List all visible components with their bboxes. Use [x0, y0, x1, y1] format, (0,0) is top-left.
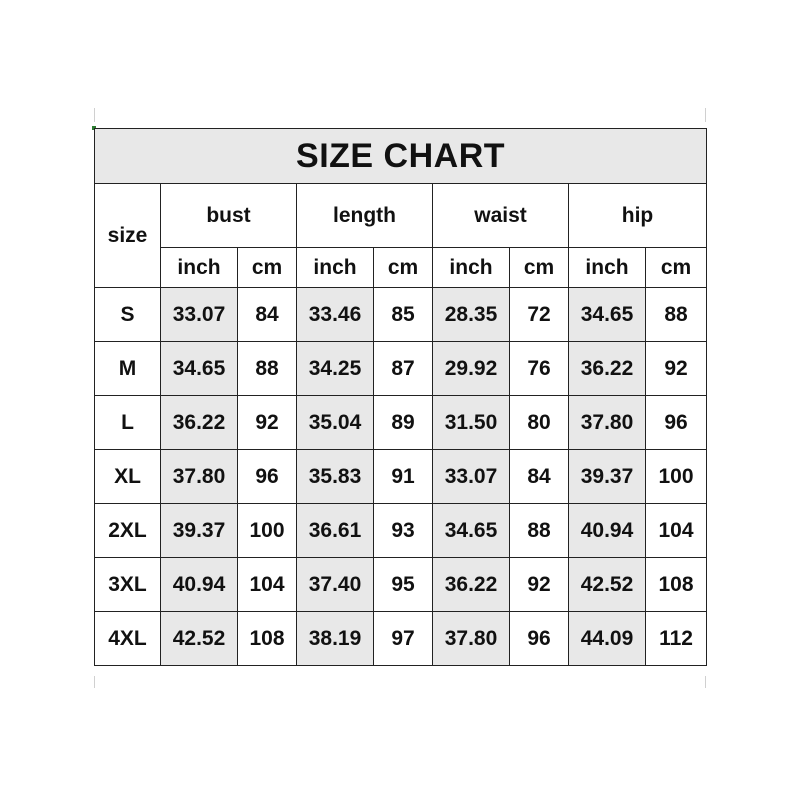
bust-cm-cell: 84 [238, 288, 297, 342]
waist-cm-cell: 84 [510, 450, 569, 504]
bust-inch-cell: 36.22 [161, 396, 238, 450]
table-row [95, 504, 707, 558]
waist-cm-cell: 76 [510, 342, 569, 396]
page-guide-bottom-left [94, 676, 95, 688]
header-length: length [297, 184, 433, 248]
waist-cm-cell: 92 [510, 558, 569, 612]
size-chart-container [94, 128, 706, 666]
bust-cm-cell: 92 [238, 396, 297, 450]
waist-inch-cell: 37.80 [433, 612, 510, 666]
size-label-cell: 2XL [95, 504, 161, 558]
hip-inch-cell: 37.80 [569, 396, 646, 450]
header-bust: bust [161, 184, 297, 248]
unit-inch-header: inch [433, 248, 510, 288]
length-inch-cell: 33.46 [297, 288, 374, 342]
length-cm-cell: 97 [374, 612, 433, 666]
page-guide-left [94, 108, 95, 122]
bust-inch-cell: 39.37 [161, 504, 238, 558]
length-inch-cell: 35.04 [297, 396, 374, 450]
table-row [95, 288, 707, 342]
hip-cm-cell: 112 [646, 612, 707, 666]
unit-inch-header: inch [161, 248, 238, 288]
length-inch-cell: 34.25 [297, 342, 374, 396]
waist-inch-cell: 36.22 [433, 558, 510, 612]
waist-cm-cell: 96 [510, 612, 569, 666]
bust-inch-cell: 40.94 [161, 558, 238, 612]
size-label-cell: 4XL [95, 612, 161, 666]
size-label-cell: XL [95, 450, 161, 504]
size-label-cell: L [95, 396, 161, 450]
length-inch-cell: 36.61 [297, 504, 374, 558]
table-row [95, 342, 707, 396]
length-cm-cell: 89 [374, 396, 433, 450]
waist-inch-cell: 33.07 [433, 450, 510, 504]
length-inch-cell: 37.40 [297, 558, 374, 612]
hip-cm-cell: 96 [646, 396, 707, 450]
unit-cm-header: cm [646, 248, 707, 288]
hip-cm-cell: 104 [646, 504, 707, 558]
page-guide-bottom-right [705, 676, 706, 688]
hip-cm-cell: 88 [646, 288, 707, 342]
hip-inch-cell: 42.52 [569, 558, 646, 612]
hip-cm-cell: 100 [646, 450, 707, 504]
hip-inch-cell: 34.65 [569, 288, 646, 342]
waist-inch-cell: 29.92 [433, 342, 510, 396]
length-inch-cell: 35.83 [297, 450, 374, 504]
header-hip: hip [569, 184, 707, 248]
bust-inch-cell: 42.52 [161, 612, 238, 666]
hip-inch-cell: 40.94 [569, 504, 646, 558]
waist-inch-cell: 31.50 [433, 396, 510, 450]
table-row [95, 450, 707, 504]
hip-inch-cell: 44.09 [569, 612, 646, 666]
unit-cm-header: cm [374, 248, 433, 288]
waist-inch-cell: 28.35 [433, 288, 510, 342]
waist-cm-cell: 72 [510, 288, 569, 342]
bust-cm-cell: 100 [238, 504, 297, 558]
bust-inch-cell: 33.07 [161, 288, 238, 342]
size-chart-table [94, 128, 707, 666]
chart-title: SIZE CHART [95, 129, 707, 184]
hip-inch-cell: 39.37 [569, 450, 646, 504]
bust-inch-cell: 37.80 [161, 450, 238, 504]
unit-inch-header: inch [297, 248, 374, 288]
bust-cm-cell: 88 [238, 342, 297, 396]
unit-cm-header: cm [238, 248, 297, 288]
table-row [95, 396, 707, 450]
hip-inch-cell: 36.22 [569, 342, 646, 396]
length-cm-cell: 93 [374, 504, 433, 558]
length-cm-cell: 87 [374, 342, 433, 396]
size-column-header: size [95, 184, 161, 288]
size-label-cell: M [95, 342, 161, 396]
unit-cm-header: cm [510, 248, 569, 288]
length-inch-cell: 38.19 [297, 612, 374, 666]
bust-cm-cell: 104 [238, 558, 297, 612]
bust-inch-cell: 34.65 [161, 342, 238, 396]
waist-cm-cell: 80 [510, 396, 569, 450]
size-label-cell: S [95, 288, 161, 342]
hip-cm-cell: 92 [646, 342, 707, 396]
bust-cm-cell: 108 [238, 612, 297, 666]
waist-cm-cell: 88 [510, 504, 569, 558]
page-guide-right [705, 108, 706, 122]
table-row [95, 558, 707, 612]
hip-cm-cell: 108 [646, 558, 707, 612]
unit-inch-header: inch [569, 248, 646, 288]
length-cm-cell: 95 [374, 558, 433, 612]
bust-cm-cell: 96 [238, 450, 297, 504]
table-row [95, 612, 707, 666]
length-cm-cell: 85 [374, 288, 433, 342]
size-label-cell: 3XL [95, 558, 161, 612]
waist-inch-cell: 34.65 [433, 504, 510, 558]
length-cm-cell: 91 [374, 450, 433, 504]
header-waist: waist [433, 184, 569, 248]
